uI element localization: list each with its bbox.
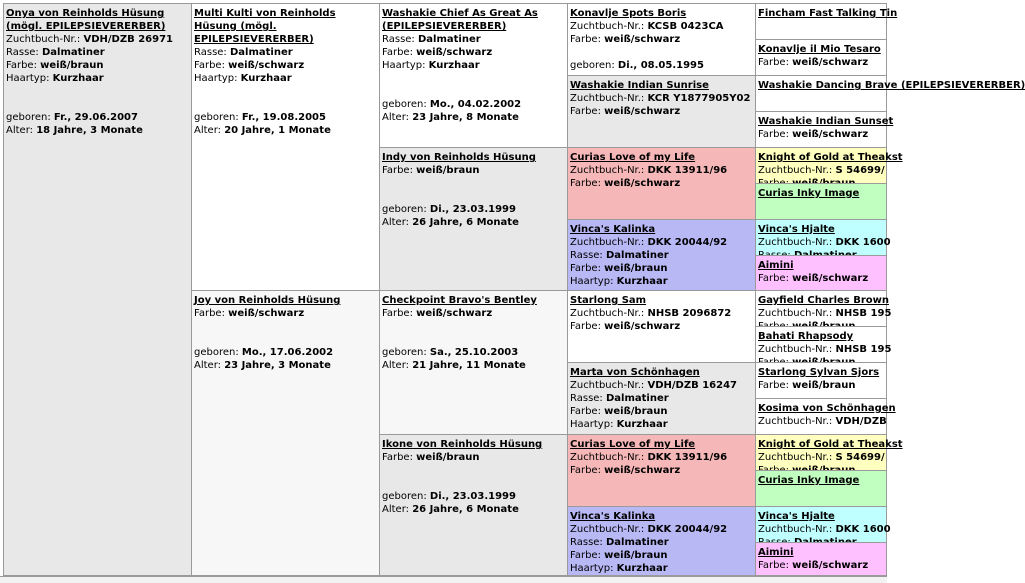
dog-name-link[interactable]: Checkpoint Bravo's Bentley (382, 295, 537, 306)
alter-value: 20 Jahre, 1 Monate (224, 125, 331, 136)
farbe-label: Farbe: (570, 406, 601, 417)
dog-name-link[interactable]: Curias Love of my Life (570, 152, 696, 163)
farbe-label: Farbe: (570, 550, 601, 561)
farbe-label: Farbe: (570, 34, 601, 45)
haartyp-value: Kurzhaar (616, 276, 668, 287)
farbe-label: Farbe: (570, 263, 601, 274)
zuchtbuch-label: Zuchtbuch-Nr.: (570, 380, 645, 391)
farbe-value: weiß/braun (604, 550, 668, 561)
zuchtbuch-label: Zuchtbuch-Nr.: (758, 416, 833, 427)
dog-name-link[interactable]: Washakie Indian Sunrise (570, 80, 709, 91)
gen2-cell-dam (191, 290, 380, 576)
gen4-cell-2 (567, 75, 756, 148)
zuchtbuch-value: NHSB 195 (835, 308, 892, 319)
geboren-value: Mo., 04.02.2002 (429, 99, 522, 110)
dog-name-link[interactable]: Vinca's Kalinka (570, 511, 656, 522)
dog-name-link[interactable]: Fincham Fast Talking Tin (758, 8, 898, 19)
rasse-label: Rasse: (6, 47, 39, 58)
farbe-label: Farbe: (382, 47, 413, 58)
dog-name-link[interactable]: Vinca's Hjalte (758, 224, 835, 235)
zuchtbuch-value: KCR Y1877905Y02 (647, 93, 751, 104)
gen3-cell-3 (379, 290, 568, 435)
dog-name-link[interactable]: Vinca's Kalinka (570, 224, 656, 235)
alter-label: Alter: (6, 125, 33, 136)
dog-name-link[interactable]: Vinca's Hjalte (758, 511, 835, 522)
rasse-value: Dalmatiner (42, 47, 105, 58)
rasse-value: Dalmatiner (606, 393, 669, 404)
haartyp-value: Kurzhaar (52, 73, 104, 84)
zuchtbuch-value: VDH/DZB 26971 (83, 34, 173, 45)
geboren-label: geboren: (570, 60, 615, 71)
farbe-value: weiß/schwarz (604, 106, 681, 117)
alter-value: 18 Jahre, 3 Monate (36, 125, 143, 136)
haartyp-value: Kurzhaar (616, 419, 668, 430)
zuchtbuch-value: KCSB 0423CA (647, 21, 724, 32)
zuchtbuch-label: Zuchtbuch-Nr.: (758, 165, 833, 176)
geboren-label: geboren: (194, 347, 239, 358)
dog-name-link[interactable]: Curias Inky Image (758, 475, 860, 486)
zuchtbuch-label: Zuchtbuch-Nr.: (758, 308, 833, 319)
farbe-label: Farbe: (382, 452, 413, 463)
gen5-cell-16 (755, 542, 887, 576)
alter-value: 23 Jahre, 3 Monate (224, 360, 331, 371)
zuchtbuch-label: Zuchtbuch-Nr.: (570, 452, 645, 463)
rasse-value: Dalmatiner (418, 34, 481, 45)
rasse-label: Rasse: (570, 393, 603, 404)
geboren-value: Mo., 17.06.2002 (241, 347, 334, 358)
alter-value: 26 Jahre, 6 Monate (412, 217, 519, 228)
zuchtbuch-value: NHSB 2096872 (647, 308, 732, 319)
farbe-label: Farbe: (758, 273, 789, 284)
zuchtbuch-value: DKK 1600 (835, 524, 891, 535)
zuchtbuch-label: Zuchtbuch-Nr.: (570, 165, 645, 176)
rasse-label: Rasse: (382, 34, 415, 45)
zuchtbuch-value: S 54699/ (835, 165, 885, 176)
geboren-label: geboren: (382, 347, 427, 358)
gen5-cell-7 (755, 219, 891, 256)
dog-name-link[interactable]: Washakie Indian Sunset (758, 116, 894, 127)
gen4-cell-6 (567, 362, 756, 435)
farbe-label: Farbe: (382, 308, 413, 319)
farbe-label: Farbe: (194, 308, 225, 319)
dog-name-link[interactable]: Washakie Chief As Great As (EPILEPSIEVERERBER) (382, 8, 538, 32)
dog-name-link[interactable]: Knight of Gold at Theakst (758, 152, 903, 163)
dog-name-link[interactable]: Konavlje il Mio Tesaro (758, 44, 881, 55)
farbe-label: Farbe: (758, 380, 789, 391)
farbe-value: weiß/braun (40, 60, 104, 71)
zuchtbuch-value: NHSB 195 (835, 344, 892, 355)
farbe-value: weiß/schwarz (792, 57, 869, 68)
dog-name-link[interactable]: Aimini (758, 547, 794, 558)
haartyp-label: Haartyp: (382, 60, 426, 71)
gen2-cell-sire (191, 3, 380, 291)
alter-value: 26 Jahre, 6 Monate (412, 504, 519, 515)
alter-label: Alter: (194, 125, 221, 136)
zuchtbuch-value: DKK 20044/92 (647, 237, 728, 248)
gen3-cell-2 (379, 147, 568, 291)
dog-name-link[interactable]: Washakie Dancing Brave (EPILEPSIEVERERBER) (758, 80, 1025, 91)
gen5-cell-12 (755, 398, 896, 435)
rasse-value: Dalmatiner (606, 250, 669, 261)
gen3-cell-4 (379, 434, 568, 576)
haartyp-label: Haartyp: (194, 73, 238, 84)
dog-name-link[interactable]: Bahati Rhapsody (758, 331, 854, 342)
zuchtbuch-label: Zuchtbuch-Nr.: (758, 452, 833, 463)
zuchtbuch-label: Zuchtbuch-Nr.: (570, 237, 645, 248)
farbe-value: weiß/braun (416, 452, 480, 463)
farbe-value: weiß/schwarz (792, 273, 869, 284)
farbe-value: weiß/braun (604, 406, 668, 417)
gen5-cell-6 (755, 183, 887, 220)
geboren-value: Di., 23.03.1999 (429, 491, 516, 502)
zuchtbuch-value: DKK 13911/96 (647, 165, 728, 176)
farbe-label: Farbe: (6, 60, 37, 71)
dog-name-link[interactable]: Onya von Reinholds Hüsung (mögl. EPILEPSIEVERERBER) (6, 8, 166, 32)
alter-value: 21 Jahre, 11 Monate (412, 360, 526, 371)
farbe-value: weiß/schwarz (792, 129, 869, 140)
farbe-label: Farbe: (382, 165, 413, 176)
haartyp-label: Haartyp: (570, 276, 614, 287)
geboren-label: geboren: (382, 491, 427, 502)
geboren-label: geboren: (382, 99, 427, 110)
gen1-cell (3, 3, 192, 576)
geboren-value: Di., 08.05.1995 (617, 60, 704, 71)
alter-value: 23 Jahre, 8 Monate (412, 112, 519, 123)
dog-name-link[interactable]: Curias Love of my Life (570, 439, 696, 450)
rasse-value: Dalmatiner (230, 47, 293, 58)
horizontal-scrollbar[interactable] (0, 576, 887, 583)
haartyp-value: Kurzhaar (428, 60, 480, 71)
dog-name-link[interactable]: Marta von Schönhagen (570, 367, 700, 378)
geboren-label: geboren: (6, 112, 51, 123)
zuchtbuch-value: VDH/DZB 16247 (647, 380, 737, 391)
gen5-cell-11 (755, 362, 887, 399)
gen4-cell-5 (567, 290, 756, 363)
haartyp-value: Kurzhaar (240, 73, 292, 84)
zuchtbuch-label: Zuchtbuch-Nr.: (570, 524, 645, 535)
zuchtbuch-value: DKK 20044/92 (647, 524, 728, 535)
farbe-label: Farbe: (758, 57, 789, 68)
gen4-cell-8 (567, 506, 756, 576)
zuchtbuch-label: Zuchtbuch-Nr.: (758, 237, 833, 248)
dog-name-link[interactable]: Ikone von Reinholds Hüsung (382, 439, 543, 450)
gen5-cell-13 (755, 434, 903, 471)
geboren-value: Di., 23.03.1999 (429, 204, 516, 215)
alter-label: Alter: (194, 360, 221, 371)
dog-name-link[interactable]: Multi Kulti von Reinholds Hüsung (mögl. EPILEPSIEVERERBER) (194, 8, 336, 45)
farbe-label: Farbe: (194, 60, 225, 71)
dog-name-link[interactable]: Aimini (758, 260, 794, 271)
farbe-label: Farbe: (570, 465, 601, 476)
rasse-value: Dalmatiner (606, 537, 669, 548)
farbe-value: weiß/schwarz (604, 465, 681, 476)
gen5-cell-4 (755, 111, 894, 148)
farbe-value: weiß/braun (604, 263, 668, 274)
geboren-label: geboren: (382, 204, 427, 215)
haartyp-label: Haartyp: (570, 419, 614, 430)
gen5-cell-2 (755, 39, 887, 76)
gen4-cell-1 (567, 3, 756, 76)
farbe-value: weiß/braun (416, 165, 480, 176)
rasse-label: Rasse: (570, 537, 603, 548)
gen5-cell-9 (755, 290, 892, 327)
zuchtbuch-label: Zuchtbuch-Nr.: (6, 34, 81, 45)
farbe-value: weiß/schwarz (792, 560, 869, 571)
gen5-cell-10 (755, 326, 892, 363)
farbe-label: Farbe: (570, 178, 601, 189)
dog-name-link[interactable]: Curias Inky Image (758, 188, 860, 199)
dog-name-link[interactable]: Joy von Reinholds Hüsung (194, 295, 341, 306)
zuchtbuch-label: Zuchtbuch-Nr.: (758, 344, 833, 355)
farbe-value: weiß/schwarz (228, 308, 305, 319)
zuchtbuch-value: S 54699/ (835, 452, 885, 463)
dog-name-link[interactable]: Gayfield Charles Brown (758, 295, 889, 306)
farbe-value: weiß/schwarz (604, 178, 681, 189)
farbe-label: Farbe: (758, 129, 789, 140)
haartyp-value: Kurzhaar (616, 563, 668, 574)
gen4-cell-3 (567, 147, 756, 220)
zuchtbuch-value: DKK 1600 (835, 237, 891, 248)
gen5-cell-3 (755, 75, 1025, 112)
farbe-value: weiß/schwarz (416, 308, 493, 319)
farbe-value: weiß/schwarz (228, 60, 305, 71)
gen5-cell-1 (755, 3, 898, 40)
farbe-label: Farbe: (570, 321, 601, 332)
geboren-label: geboren: (194, 112, 239, 123)
geboren-value: Sa., 25.10.2003 (429, 347, 519, 358)
alter-label: Alter: (382, 112, 409, 123)
zuchtbuch-value: DKK 13911/96 (647, 452, 728, 463)
haartyp-label: Haartyp: (570, 563, 614, 574)
dog-name-link[interactable]: Kosima von Schönhagen (758, 403, 896, 414)
alter-label: Alter: (382, 504, 409, 515)
alter-label: Alter: (382, 360, 409, 371)
gen5-cell-5 (755, 147, 903, 184)
dog-name-link[interactable]: Starlong Sylvan Sjors (758, 367, 880, 378)
gen4-cell-7 (567, 434, 756, 507)
alter-label: Alter: (382, 217, 409, 228)
gen4-cell-4 (567, 219, 756, 291)
zuchtbuch-label: Zuchtbuch-Nr.: (570, 93, 645, 104)
rasse-label: Rasse: (194, 47, 227, 58)
gen3-cell-1 (379, 3, 568, 148)
rasse-label: Rasse: (570, 250, 603, 261)
farbe-value: weiß/schwarz (604, 321, 681, 332)
farbe-label: Farbe: (758, 560, 789, 571)
geboren-value: Fr., 29.06.2007 (53, 112, 138, 123)
gen5-cell-15 (755, 506, 891, 543)
farbe-value: weiß/braun (792, 380, 856, 391)
farbe-label: Farbe: (570, 106, 601, 117)
gen5-cell-8 (755, 255, 887, 291)
geboren-value: Fr., 19.08.2005 (241, 112, 326, 123)
dog-name-link[interactable]: Konavlje Spots Boris (570, 8, 687, 19)
haartyp-label: Haartyp: (6, 73, 50, 84)
zuchtbuch-value: VDH/DZB (835, 416, 887, 427)
dog-name-link[interactable]: Indy von Reinholds Hüsung (382, 152, 536, 163)
zuchtbuch-label: Zuchtbuch-Nr.: (570, 21, 645, 32)
farbe-value: weiß/schwarz (416, 47, 493, 58)
zuchtbuch-label: Zuchtbuch-Nr.: (758, 524, 833, 535)
zuchtbuch-label: Zuchtbuch-Nr.: (570, 308, 645, 319)
farbe-value: weiß/schwarz (604, 34, 681, 45)
dog-name-link[interactable]: Knight of Gold at Theakst (758, 439, 903, 450)
dog-name-link[interactable]: Starlong Sam (570, 295, 647, 306)
gen5-cell-14 (755, 470, 887, 507)
